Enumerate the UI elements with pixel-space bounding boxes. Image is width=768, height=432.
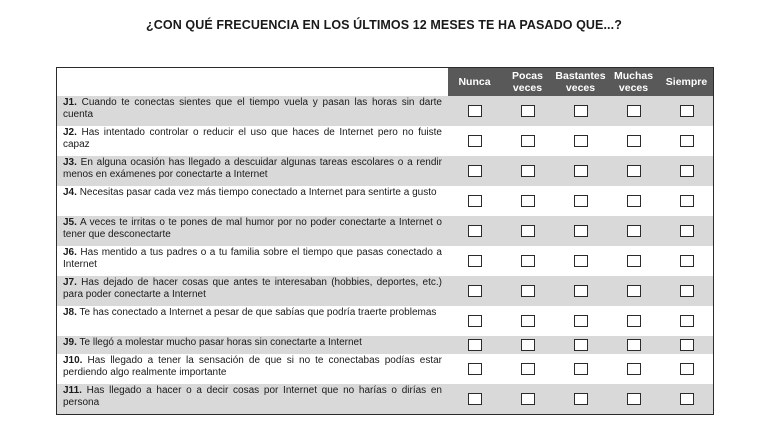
checkbox-siempre[interactable] [680, 165, 694, 177]
answer-cell-muchas-veces [607, 354, 660, 384]
answer-cell-bastantes-veces [554, 336, 607, 354]
answer-cell-siempre [660, 96, 713, 126]
answer-cell-muchas-veces [607, 96, 660, 126]
answer-cell-bastantes-veces [554, 96, 607, 126]
question-text [57, 276, 448, 306]
checkbox-bastantes-veces[interactable] [574, 165, 588, 177]
question-id: J2. [63, 127, 77, 138]
answer-cell-muchas-veces [607, 246, 660, 276]
header-option-pocas-veces: Pocas veces [501, 68, 554, 96]
question-text [57, 216, 448, 246]
question-row [57, 126, 713, 156]
answer-cell-bastantes-veces [554, 156, 607, 186]
checkbox-nunca[interactable] [468, 195, 482, 207]
checkbox-nunca[interactable] [468, 315, 482, 327]
checkbox-bastantes-veces[interactable] [574, 135, 588, 147]
checkbox-pocas-veces[interactable] [521, 363, 535, 375]
question-label: Has llegado a hacer o a decir cosas por Internet que no harías o dirías en persona [63, 385, 442, 408]
answer-cell-siempre [660, 276, 713, 306]
checkbox-muchas-veces[interactable] [627, 135, 641, 147]
checkbox-muchas-veces[interactable] [627, 255, 641, 267]
checkbox-pocas-veces[interactable] [521, 195, 535, 207]
checkbox-nunca[interactable] [468, 285, 482, 297]
question-text [57, 384, 448, 414]
answer-cell-bastantes-veces [554, 126, 607, 156]
checkbox-pocas-veces[interactable] [521, 393, 535, 405]
checkbox-nunca[interactable] [468, 225, 482, 237]
checkbox-siempre[interactable] [680, 285, 694, 297]
checkbox-muchas-veces[interactable] [627, 363, 641, 375]
question-row [57, 354, 713, 384]
answer-cell-siempre [660, 126, 713, 156]
checkbox-pocas-veces[interactable] [521, 135, 535, 147]
checkbox-siempre[interactable] [680, 315, 694, 327]
answer-cell-bastantes-veces [554, 276, 607, 306]
checkbox-nunca[interactable] [468, 339, 482, 351]
answer-cell-nunca [448, 126, 501, 156]
question-text [57, 156, 448, 186]
question-rows [57, 96, 713, 414]
checkbox-bastantes-veces[interactable] [574, 255, 588, 267]
answer-cell-bastantes-veces [554, 354, 607, 384]
checkbox-nunca[interactable] [468, 165, 482, 177]
answer-cell-muchas-veces [607, 156, 660, 186]
checkbox-muchas-veces[interactable] [627, 339, 641, 351]
question-text [57, 96, 448, 126]
answer-cell-nunca [448, 276, 501, 306]
answer-cell-siempre [660, 336, 713, 354]
question-row [57, 384, 713, 414]
page-title: ¿CON QUÉ FRECUENCIA EN LOS ÚLTIMOS 12 MESES TE HA PASADO QUE...? [146, 18, 622, 32]
question-row [57, 276, 713, 306]
question-id: J11. [63, 385, 82, 396]
question-row [57, 186, 713, 216]
question-label: En alguna ocasión has llegado a descuidar algunas tareas escolares o a rendir menos en exámenes por conectarte a Internet [63, 157, 442, 180]
checkbox-nunca[interactable] [468, 105, 482, 117]
question-label: Has llegado a tener la sensación de que si no te conectabas podías estar perdiendo algo realmente importante [63, 355, 442, 378]
checkbox-siempre[interactable] [680, 255, 694, 267]
answer-cell-siempre [660, 306, 713, 336]
checkbox-siempre[interactable] [680, 363, 694, 375]
question-label: Necesitas pasar cada vez más tiempo conectado a Internet para sentirte a gusto [79, 187, 437, 198]
checkbox-pocas-veces[interactable] [521, 315, 535, 327]
question-row [57, 246, 713, 276]
answer-cell-muchas-veces [607, 384, 660, 414]
answer-cell-pocas-veces [501, 336, 554, 354]
question-text [57, 246, 448, 276]
answer-cell-pocas-veces [501, 156, 554, 186]
answer-cell-nunca [448, 384, 501, 414]
checkbox-muchas-veces[interactable] [627, 195, 641, 207]
checkbox-pocas-veces[interactable] [521, 339, 535, 351]
checkbox-bastantes-veces[interactable] [574, 285, 588, 297]
question-id: J8. [63, 307, 77, 318]
answer-cell-pocas-veces [501, 384, 554, 414]
answer-cell-muchas-veces [607, 186, 660, 216]
checkbox-bastantes-veces[interactable] [574, 339, 588, 351]
answer-cell-siempre [660, 246, 713, 276]
checkbox-nunca[interactable] [468, 393, 482, 405]
question-text [57, 126, 448, 156]
question-id: J7. [63, 277, 77, 288]
checkbox-siempre[interactable] [680, 105, 694, 117]
header-option-siempre: Siempre [660, 68, 713, 96]
checkbox-siempre[interactable] [680, 339, 694, 351]
checkbox-bastantes-veces[interactable] [574, 363, 588, 375]
question-row [57, 96, 713, 126]
question-row [57, 156, 713, 186]
answer-cell-nunca [448, 156, 501, 186]
answer-cell-pocas-veces [501, 216, 554, 246]
question-text [57, 336, 448, 354]
question-label: Te has conectado a Internet a pesar de que sabías que podría traerte problemas [79, 307, 437, 318]
answer-cell-bastantes-veces [554, 384, 607, 414]
checkbox-pocas-veces[interactable] [521, 285, 535, 297]
checkbox-siempre[interactable] [680, 393, 694, 405]
answer-cell-siempre [660, 216, 713, 246]
question-id: J6. [63, 247, 77, 258]
survey-table [56, 67, 714, 415]
answer-cell-nunca [448, 186, 501, 216]
checkbox-siempre[interactable] [680, 135, 694, 147]
checkbox-pocas-veces[interactable] [521, 105, 535, 117]
answer-cell-pocas-veces [501, 246, 554, 276]
question-id: J3. [63, 157, 77, 168]
checkbox-bastantes-veces[interactable] [574, 225, 588, 237]
question-id: J9. [63, 337, 77, 348]
answer-cell-muchas-veces [607, 306, 660, 336]
checkbox-muchas-veces[interactable] [627, 165, 641, 177]
answer-cell-bastantes-veces [554, 246, 607, 276]
answer-cell-bastantes-veces [554, 186, 607, 216]
checkbox-pocas-veces[interactable] [521, 165, 535, 177]
answer-cell-siempre [660, 156, 713, 186]
checkbox-muchas-veces[interactable] [627, 225, 641, 237]
header-option-muchas-veces: Muchas veces [607, 68, 660, 96]
question-text [57, 354, 448, 384]
question-row [57, 336, 713, 354]
answer-cell-siempre [660, 354, 713, 384]
answer-cell-pocas-veces [501, 126, 554, 156]
question-label: Te llegó a molestar mucho pasar horas sin conectarte a Internet [79, 337, 362, 348]
question-text [57, 306, 448, 336]
checkbox-pocas-veces[interactable] [521, 225, 535, 237]
answer-cell-muchas-veces [607, 126, 660, 156]
checkbox-siempre[interactable] [680, 195, 694, 207]
checkbox-pocas-veces[interactable] [521, 255, 535, 267]
answer-cell-bastantes-veces [554, 216, 607, 246]
answer-cell-siempre [660, 186, 713, 216]
checkbox-bastantes-veces[interactable] [574, 315, 588, 327]
answer-cell-pocas-veces [501, 186, 554, 216]
question-id: J4. [63, 187, 77, 198]
checkbox-muchas-veces[interactable] [627, 105, 641, 117]
answer-cell-nunca [448, 246, 501, 276]
answer-cell-nunca [448, 336, 501, 354]
question-label: Has mentido a tus padres o a tu familia sobre el tiempo que pasas conectado a Internet [63, 247, 442, 270]
question-id: J1. [63, 97, 77, 108]
checkbox-muchas-veces[interactable] [627, 285, 641, 297]
answer-cell-siempre [660, 384, 713, 414]
answer-cell-bastantes-veces [554, 306, 607, 336]
header-row [57, 68, 713, 96]
checkbox-bastantes-veces[interactable] [574, 195, 588, 207]
answer-cell-pocas-veces [501, 276, 554, 306]
checkbox-siempre[interactable] [680, 225, 694, 237]
question-label: Has intentado controlar o reducir el uso que haces de Internet pero no fuiste capaz [63, 127, 442, 150]
checkbox-muchas-veces[interactable] [627, 393, 641, 405]
answer-cell-pocas-veces [501, 306, 554, 336]
checkbox-bastantes-veces[interactable] [574, 393, 588, 405]
answer-cell-nunca [448, 216, 501, 246]
answer-cell-nunca [448, 354, 501, 384]
checkbox-muchas-veces[interactable] [627, 315, 641, 327]
checkbox-bastantes-veces[interactable] [574, 105, 588, 117]
question-label: Has dejado de hacer cosas que antes te interesaban (hobbies, deportes, etc.) para poder conectarte a Internet [63, 277, 442, 300]
question-label: Cuando te conectas sientes que el tiempo vuela y pasan las horas sin darte cuenta [63, 97, 442, 120]
answer-cell-muchas-veces [607, 216, 660, 246]
question-label: A veces te irritas o te pones de mal humor por no poder conectarte a Internet o tener que desconectarte [63, 217, 442, 240]
checkbox-nunca[interactable] [468, 363, 482, 375]
question-text [57, 186, 448, 216]
answer-cell-nunca [448, 96, 501, 126]
header-option-nunca: Nunca [448, 68, 501, 96]
answer-cell-nunca [448, 306, 501, 336]
answer-cell-pocas-veces [501, 354, 554, 384]
checkbox-nunca[interactable] [468, 135, 482, 147]
checkbox-nunca[interactable] [468, 255, 482, 267]
answer-cell-muchas-veces [607, 336, 660, 354]
header-option-bastantes-veces: Bastantes veces [555, 70, 606, 94]
header-blank-cell [57, 68, 448, 96]
question-id: J10. [63, 355, 83, 366]
question-row [57, 306, 713, 336]
answer-cell-pocas-veces [501, 96, 554, 126]
answer-cell-muchas-veces [607, 276, 660, 306]
question-row [57, 216, 713, 246]
question-id: J5. [63, 217, 77, 228]
